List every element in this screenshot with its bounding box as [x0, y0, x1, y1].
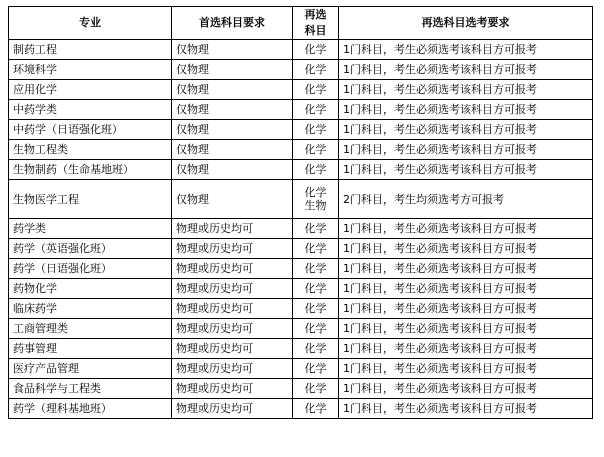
cell-second-subject: 化学: [293, 100, 339, 120]
cell-second-requirement: 1门科目，考生必须选考该科目方可报考: [339, 60, 593, 80]
header-second-subject: [293, 7, 339, 40]
header-major: 专业: [9, 7, 172, 40]
cell-first-subject: 物理或历史均可: [172, 279, 293, 299]
cell-first-subject: 仅物理: [172, 160, 293, 180]
cell-major: 医疗产品管理: [9, 359, 172, 379]
cell-second-requirement: 1门科目，考生必须选考该科目方可报考: [339, 379, 593, 399]
cell-major: 药事管理: [9, 339, 172, 359]
cell-second-subject: 化学: [293, 279, 339, 299]
table-row: [9, 239, 593, 259]
cell-second-subject: 化学: [293, 399, 339, 419]
table-row: [9, 120, 593, 140]
cell-first-subject: 物理或历史均可: [172, 259, 293, 279]
cell-major: 生物医学工程: [9, 180, 172, 219]
cell-first-subject: 仅物理: [172, 180, 293, 219]
cell-first-subject: 物理或历史均可: [172, 319, 293, 339]
cell-major: 临床药学: [9, 299, 172, 319]
cell-second-requirement: 1门科目，考生必须选考该科目方可报考: [339, 239, 593, 259]
cell-second-subject: 化学: [293, 219, 339, 239]
table-row: [9, 339, 593, 359]
cell-second-requirement: 1门科目，考生必须选考该科目方可报考: [339, 399, 593, 419]
table-row: [9, 160, 593, 180]
cell-second-subject: 化学: [293, 359, 339, 379]
cell-second-subject: 化学: [293, 40, 339, 60]
table-row: [9, 319, 593, 339]
table-row: [9, 180, 593, 219]
cell-second-subject: 化学: [293, 259, 339, 279]
cell-major: 药学（英语强化班）: [9, 239, 172, 259]
cell-second-requirement: 1门科目，考生必须选考该科目方可报考: [339, 100, 593, 120]
cell-major: 中药学（日语强化班）: [9, 120, 172, 140]
cell-major: 药物化学: [9, 279, 172, 299]
cell-second-requirement: 1门科目，考生必须选考该科目方可报考: [339, 279, 593, 299]
cell-second-subject: 化学: [293, 140, 339, 160]
cell-second-subject: 化学 生物: [293, 180, 339, 219]
cell-first-subject: 物理或历史均可: [172, 339, 293, 359]
cell-first-subject: 仅物理: [172, 140, 293, 160]
cell-second-requirement: 1门科目，考生必须选考该科目方可报考: [339, 319, 593, 339]
cell-first-subject: 物理或历史均可: [172, 379, 293, 399]
cell-major: 药学类: [9, 219, 172, 239]
cell-first-subject: 物理或历史均可: [172, 219, 293, 239]
cell-first-subject: 仅物理: [172, 120, 293, 140]
table-row: [9, 100, 593, 120]
cell-major: 中药学类: [9, 100, 172, 120]
header-second-subject-text: 再选 科目: [304, 8, 327, 37]
header-second-requirement: 再选科目选考要求: [339, 7, 593, 40]
table-row: [9, 299, 593, 319]
cell-major: 药学（日语强化班）: [9, 259, 172, 279]
header-first-subject: 首选科目要求: [172, 7, 293, 40]
cell-second-subject: 化学: [293, 379, 339, 399]
cell-second-requirement: 2门科目，考生均须选考方可报考: [339, 180, 593, 219]
cell-second-requirement: 1门科目，考生必须选考该科目方可报考: [339, 80, 593, 100]
cell-second-subject: 化学: [293, 239, 339, 259]
subject-requirements-table: [8, 6, 593, 419]
cell-second-subject: 化学: [293, 160, 339, 180]
cell-second-subject: 化学: [293, 80, 339, 100]
table-row: [9, 60, 593, 80]
cell-second-requirement: 1门科目，考生必须选考该科目方可报考: [339, 339, 593, 359]
cell-major: 应用化学: [9, 80, 172, 100]
cell-major: 食品科学与工程类: [9, 379, 172, 399]
table-row: [9, 279, 593, 299]
cell-major: 环境科学: [9, 60, 172, 80]
cell-second-requirement: 1门科目，考生必须选考该科目方可报考: [339, 120, 593, 140]
table-row: [9, 40, 593, 60]
cell-major: 生物工程类: [9, 140, 172, 160]
table-row: [9, 219, 593, 239]
cell-major: 工商管理类: [9, 319, 172, 339]
cell-first-subject: 仅物理: [172, 100, 293, 120]
table-row: [9, 259, 593, 279]
cell-first-subject: 仅物理: [172, 80, 293, 100]
cell-second-requirement: 1门科目，考生必须选考该科目方可报考: [339, 40, 593, 60]
cell-major: 制药工程: [9, 40, 172, 60]
table-row: [9, 379, 593, 399]
table-row: [9, 140, 593, 160]
table-body: [9, 40, 593, 419]
cell-second-subject: 化学: [293, 319, 339, 339]
cell-first-subject: 物理或历史均可: [172, 299, 293, 319]
cell-first-subject: 物理或历史均可: [172, 359, 293, 379]
cell-first-subject: 仅物理: [172, 40, 293, 60]
cell-second-requirement: 1门科目，考生必须选考该科目方可报考: [339, 259, 593, 279]
cell-second-subject: 化学: [293, 120, 339, 140]
cell-first-subject: 物理或历史均可: [172, 239, 293, 259]
cell-second-subject: 化学: [293, 339, 339, 359]
table-row: [9, 399, 593, 419]
cell-first-subject: 物理或历史均可: [172, 399, 293, 419]
cell-second-subject: 化学: [293, 60, 339, 80]
table-header-row: [9, 7, 593, 40]
table-row: [9, 359, 593, 379]
table-row: [9, 80, 593, 100]
cell-second-requirement: 1门科目，考生必须选考该科目方可报考: [339, 219, 593, 239]
cell-major: 生物制药（生命基地班）: [9, 160, 172, 180]
cell-major: 药学（理科基地班）: [9, 399, 172, 419]
cell-second-subject: 化学: [293, 299, 339, 319]
cell-second-requirement: 1门科目，考生必须选考该科目方可报考: [339, 299, 593, 319]
cell-first-subject: 仅物理: [172, 60, 293, 80]
cell-second-requirement: 1门科目，考生必须选考该科目方可报考: [339, 359, 593, 379]
cell-second-requirement: 1门科目，考生必须选考该科目方可报考: [339, 160, 593, 180]
cell-second-requirement: 1门科目，考生必须选考该科目方可报考: [339, 140, 593, 160]
